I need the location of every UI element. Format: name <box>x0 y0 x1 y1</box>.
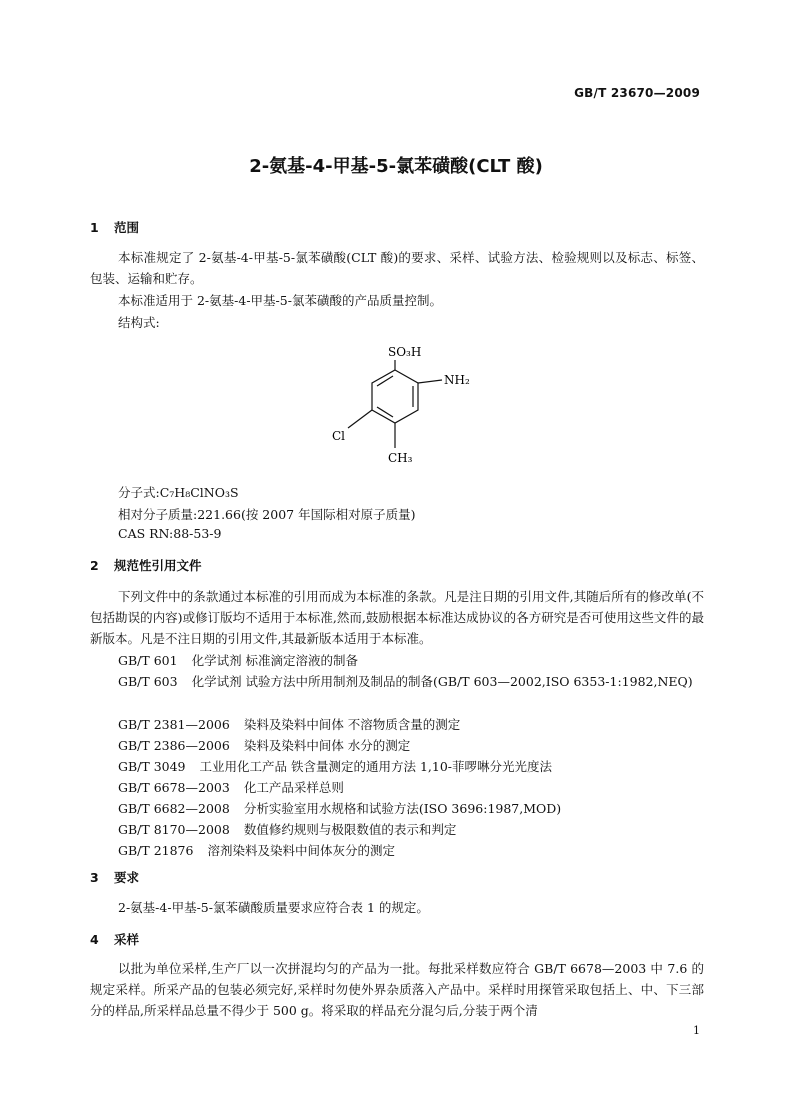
reference-item <box>90 714 704 735</box>
document-title: 2-氨基-4-甲基-5-氯苯磺酸(CLT 酸) <box>249 156 543 177</box>
structural-formula <box>320 340 490 480</box>
reference-item <box>90 798 704 819</box>
ch3-label: CH₃ <box>388 451 413 465</box>
section-title: 范围 <box>114 220 140 235</box>
bond-nh2 <box>418 380 442 383</box>
reference-code: GB/T 3049 <box>118 759 186 774</box>
section-title: 要求 <box>114 870 140 885</box>
page-number: 1 <box>693 1024 700 1037</box>
reference-item <box>90 735 704 756</box>
reference-item <box>90 819 704 840</box>
section-number: 2 <box>90 558 99 573</box>
reference-code: GB/T 601 <box>118 653 178 668</box>
standard-code: GB/T 23670—2009 <box>574 86 700 100</box>
section-4-paragraph: 以批为单位采样,生产厂以一次拼混均匀的产品为一批。每批采样数应符合 GB/T 6678—2003 中 7.6 的规定采样。所采产品的包装必须完好,采样时勿使外界杂质落入产品中。采样时用探管采取包括上、中、下三部分的样品,所采样品总量不得少于 500 g。将采取的样品充分混匀后,分装于两个清 <box>90 961 704 1018</box>
reference-code: GB/T 8170—2008 <box>118 822 230 837</box>
section-3-paragraph: 2-氨基-4-甲基-5-氯苯磺酸质量要求应符合表 1 的规定。 <box>118 900 429 915</box>
reference-code: GB/T 21876 <box>118 843 194 858</box>
molecular-formula: 分子式:C₇H₈ClNO₃S <box>118 485 239 500</box>
section-number: 3 <box>90 870 99 885</box>
reference-item <box>90 777 704 798</box>
section-4-heading <box>90 930 139 948</box>
nh2-label: NH₂ <box>444 373 470 387</box>
reference-title: 分析实验室用水规格和试验方法(ISO 3696:1987,MOD) <box>243 801 562 816</box>
section-1-paragraph-2: 本标准适用于 2-氨基-4-甲基-5-氯苯磺酸的产品质量控制。 <box>118 293 442 308</box>
section-3-heading <box>90 868 139 886</box>
reference-code: GB/T 603 <box>118 674 178 689</box>
reference-code: GB/T 6682—2008 <box>118 801 230 816</box>
reference-title: 溶剂染料及染料中间体灰分的测定 <box>207 843 395 858</box>
section-title: 规范性引用文件 <box>114 558 202 573</box>
section-2-heading <box>90 556 202 574</box>
benzene-ring <box>372 370 418 423</box>
reference-title: 化工产品采样总则 <box>243 780 344 795</box>
reference-title: 染料及染料中间体 不溶物质含量的测定 <box>243 717 461 732</box>
section-number: 1 <box>90 220 99 235</box>
reference-title: 染料及染料中间体 水分的测定 <box>243 738 411 753</box>
section-2-intro: 下列文件中的条款通过本标准的引用而成为本标准的条款。凡是注日期的引用文件,其随后所有的修改单(不包括勘误的内容)或修订版均不适用于本标准,然而,鼓励根据本标准达成协议的各方研究是否可使用这些文件的最新版本。凡是不注日期的引用文件,其最新版本适用于本标准。 <box>90 589 704 646</box>
reference-title: 化学试剂 试验方法中所用制剂及制品的制备(GB/T 603—2002,ISO 6353-1:1982,NEQ) <box>191 674 693 689</box>
section-1-heading <box>90 218 139 236</box>
reference-title: 工业用化工产品 铁含量测定的通用方法 1,10-菲啰啉分光光度法 <box>199 759 553 774</box>
reference-title: 数值修约规则与极限数值的表示和判定 <box>243 822 457 837</box>
so3h-label: SO₃H <box>388 345 422 359</box>
section-1-paragraph-1: 本标准规定了 2-氨基-4-甲基-5-氯苯磺酸(CLT 酸)的要求、采样、试验方法、检验规则以及标志、标签、包装、运输和贮存。 <box>90 250 704 286</box>
cas-number: CAS RN:88-53-9 <box>118 526 222 541</box>
reference-code: GB/T 2381—2006 <box>118 717 230 732</box>
molecular-mass: 相对分子质量:221.66(按 2007 年国际相对原子质量) <box>118 507 416 522</box>
reference-item <box>90 840 704 861</box>
structure-label: 结构式: <box>118 315 160 330</box>
reference-code: GB/T 2386—2006 <box>118 738 230 753</box>
bond-cl <box>348 410 372 428</box>
reference-code: GB/T 6678—2003 <box>118 780 230 795</box>
reference-item <box>90 756 704 777</box>
reference-item <box>90 671 704 692</box>
cl-label: Cl <box>332 429 346 443</box>
reference-title: 化学试剂 标准滴定溶液的制备 <box>191 653 359 668</box>
section-title: 采样 <box>114 932 140 947</box>
section-number: 4 <box>90 932 99 947</box>
reference-item <box>90 650 704 671</box>
